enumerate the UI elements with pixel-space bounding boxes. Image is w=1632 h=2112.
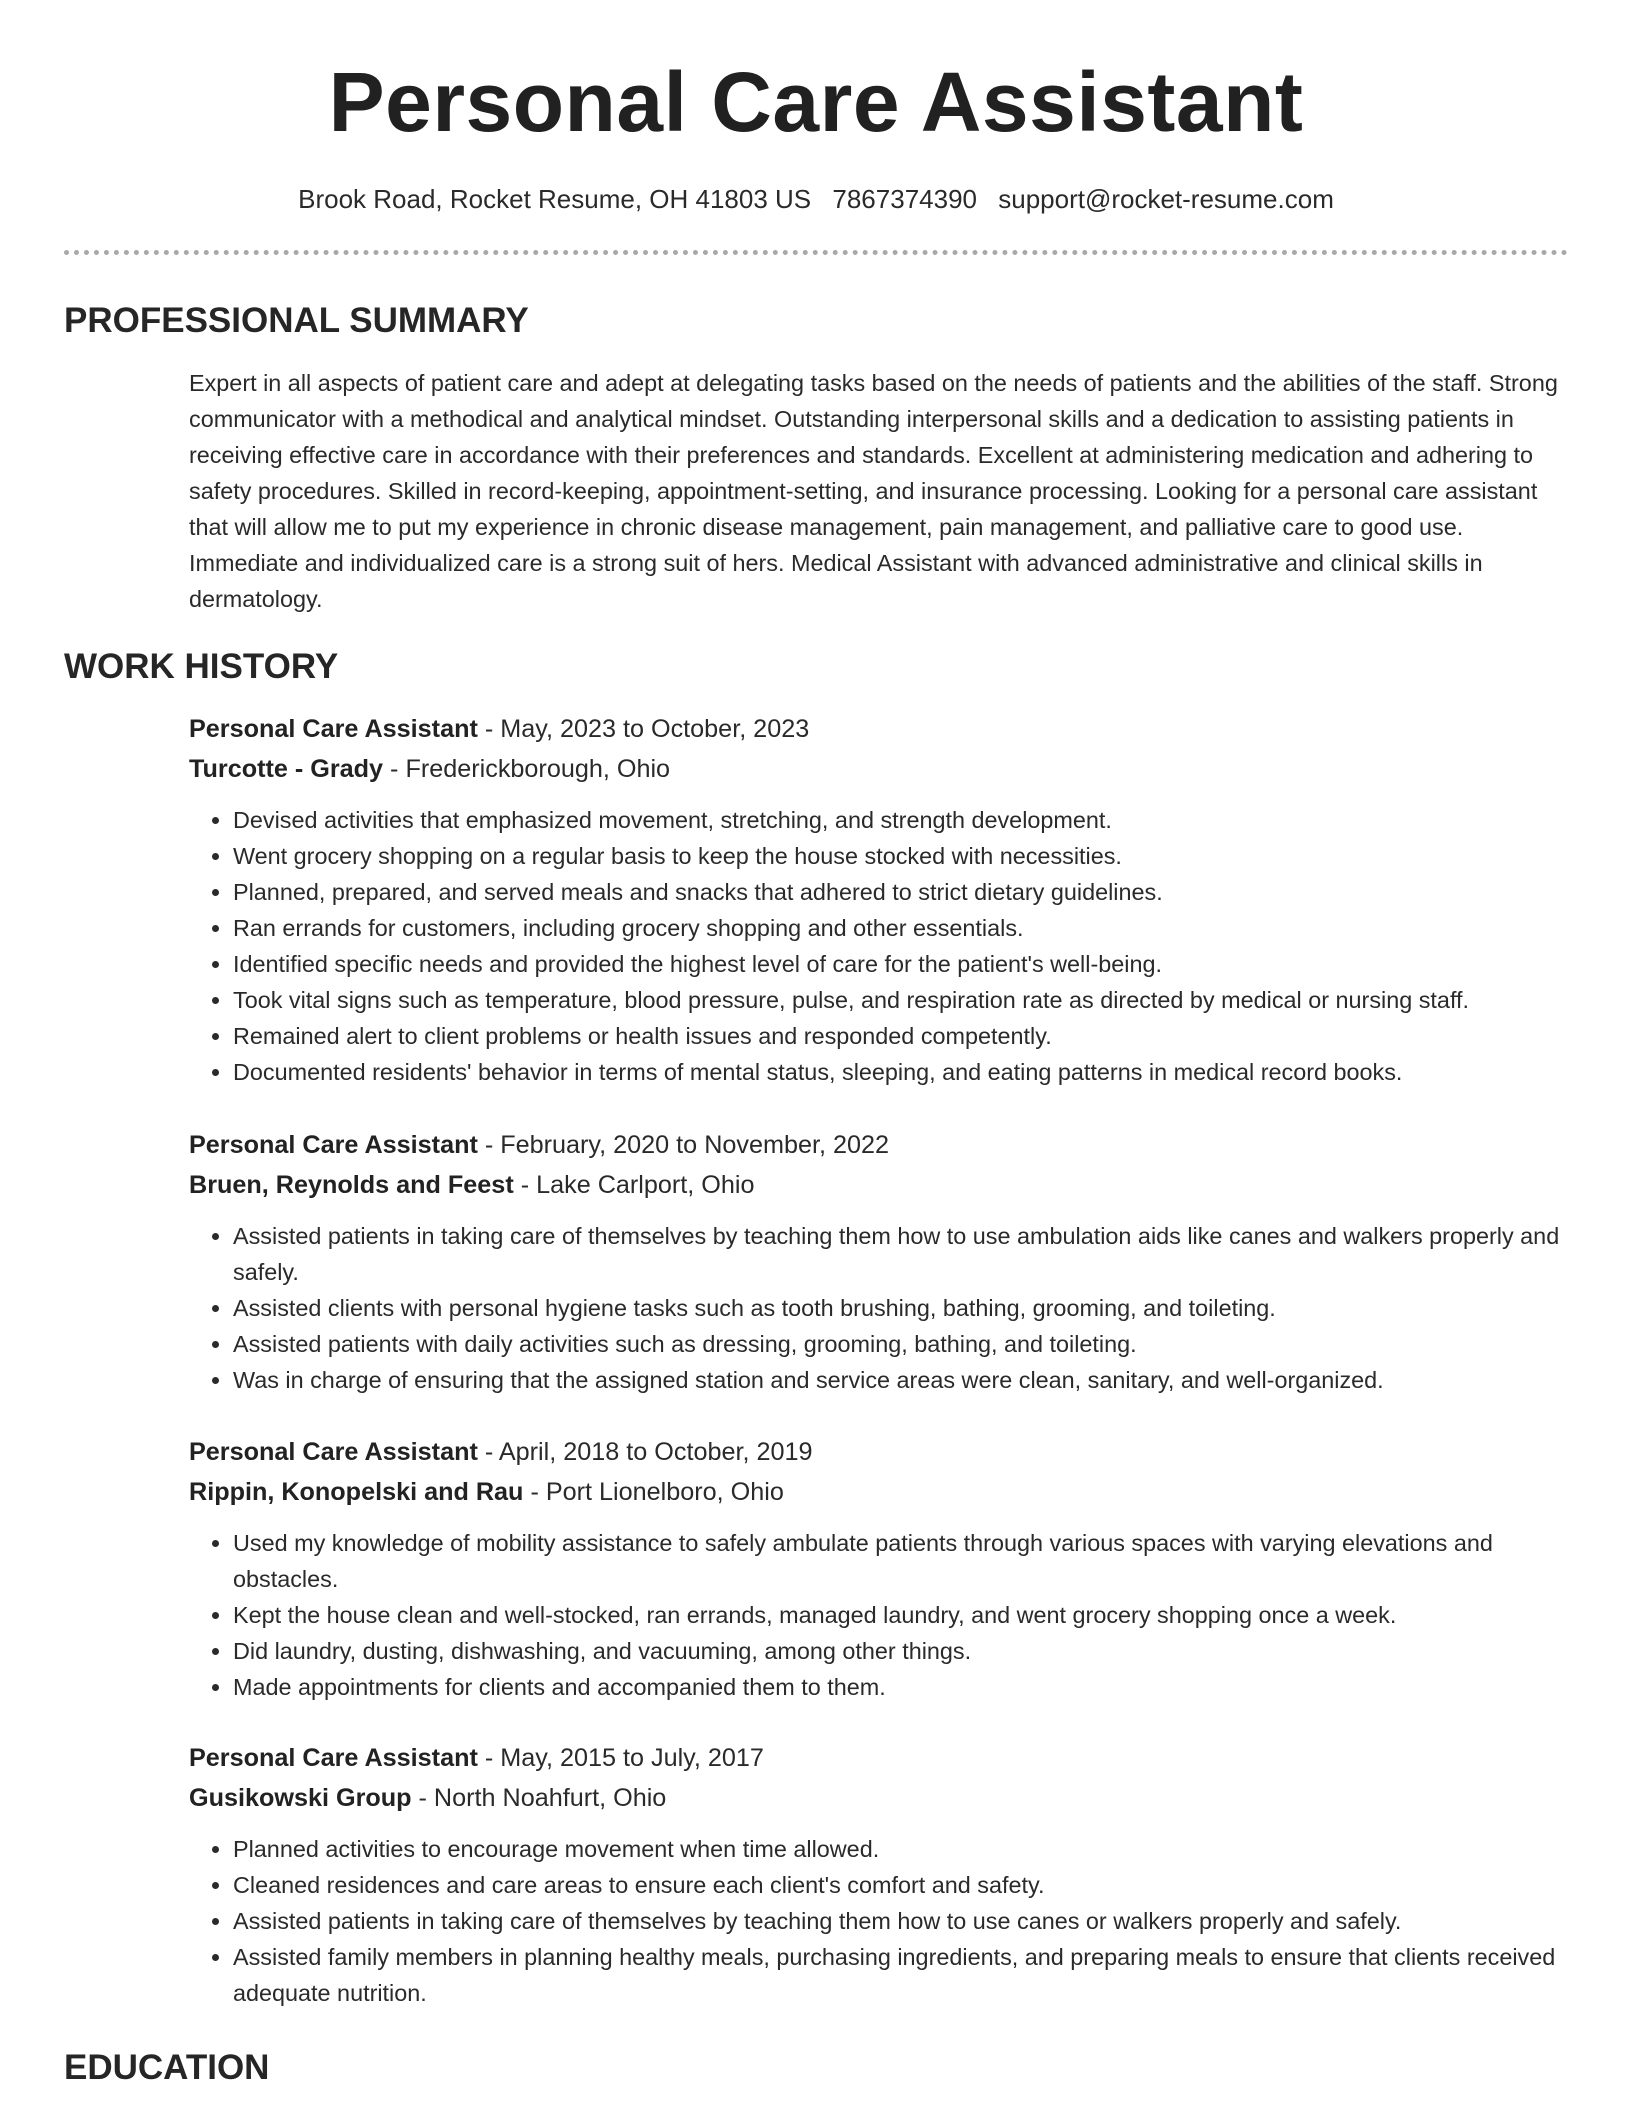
job-bullets [189,802,1589,1090]
job-bullet: • Planned activities to encourage movement when time allowed. [233,1831,1589,1867]
job-company-line [189,1475,1589,1515]
job-bullets [189,1831,1589,2011]
summary-text: Expert in all aspects of patient care and adept at delegating tasks based on the needs of patients and the abilities of the staff. Strong communicator with a methodical and analytical mindset. Outstanding interpersonal skills and a dedication to assisting patients in receiving effective care in accordance with their preferences and standards. Excellent at administering medication and adhering to safety procedures. Skilled in record-keeping, appointment-setting, and insurance processing. Looking for a personal care assistant that will allow me to put my experience in chronic disease management, pain management, and palliative care to good use. Immediate and individualized care is a strong suit of hers. Medical Assistant with advanced administrative and clinical skills in dermatology. [189,370,1558,612]
job-bullet: • Assisted patients in taking care of themselves by teaching them how to use ambulation aids like canes and walkers properly and safely. [233,1218,1589,1290]
education-heading: EDUCATION [64,2048,270,2087]
job-entry [189,1741,1589,2011]
job-bullet: • Planned, prepared, and served meals and snacks that adhered to strict dietary guidelines. [233,874,1589,910]
contact-phone[interactable]: 7867374390 [832,184,977,214]
job-location: - Port Lionelboro, Ohio [523,1478,784,1506]
job-location: - Lake Carlport, Ohio [513,1171,755,1199]
job-bullet: • Did laundry, dusting, dishwashing, and vacuuming, among other things. [233,1633,1589,1669]
job-bullets [189,1218,1589,1398]
job-bullet: • Kept the house clean and well-stocked, ran errands, managed laundry, and went grocery shopping once a week. [233,1597,1589,1633]
job-title-line [189,1435,1589,1475]
job-bullets [189,1525,1589,1705]
job-entry [189,712,1589,1090]
contact-email[interactable]: support@rocket-resume.com [998,184,1334,214]
job-company: Turcotte - Grady [189,755,384,783]
job-company-line [189,1168,1589,1208]
job-company: Bruen, Reynolds and Feest [189,1171,514,1199]
job-bullet: • Took vital signs such as temperature, blood pressure, pulse, and respiration rate as directed by medical or nursing staff. [233,982,1589,1018]
job-dates: - February, 2020 to November, 2022 [477,1131,890,1159]
job-title-line [189,1741,1589,1781]
job-bullet: • Remained alert to client problems or health issues and responded competently. [233,1018,1589,1054]
job-role: Personal Care Assistant [189,715,478,743]
job-bullet: • Assisted clients with personal hygiene tasks such as tooth brushing, bathing, grooming, and toileting. [233,1290,1589,1326]
work-history-heading: WORK HISTORY [64,647,339,686]
job-bullet: • Went grocery shopping on a regular basis to keep the house stocked with necessities. [233,838,1589,874]
job-entry [189,1435,1589,1705]
job-company-line [189,752,1589,792]
contact-line [0,181,1632,217]
job-role: Personal Care Assistant [189,1744,478,1772]
job-bullet: • Was in charge of ensuring that the assigned station and service areas were clean, sanitary, and well-organized. [233,1362,1589,1398]
job-bullet: • Devised activities that emphasized movement, stretching, and strength development. [233,802,1589,838]
job-dates: - April, 2018 to October, 2019 [477,1438,813,1466]
candidate-name: Personal Care Assistant [328,55,1304,149]
job-company: Rippin, Konopelski and Rau [189,1478,524,1506]
job-bullet: • Ran errands for customers, including grocery shopping and other essentials. [233,910,1589,946]
job-bullet: • Assisted patients in taking care of themselves by teaching them how to use canes or walkers properly and safely. [233,1903,1589,1939]
job-role: Personal Care Assistant [189,1131,478,1159]
job-dates: - May, 2015 to July, 2017 [477,1744,764,1772]
job-title-line [189,1128,1589,1168]
job-company-line [189,1781,1589,1821]
job-bullet: • Documented residents' behavior in terms of mental status, sleeping, and eating patterns in medical record books. [233,1054,1589,1090]
job-location: - Frederickborough, Ohio [383,755,671,783]
job-entry [189,1128,1589,1398]
job-role: Personal Care Assistant [189,1438,478,1466]
job-bullet: • Used my knowledge of mobility assistance to safely ambulate patients through various spaces with varying elevations and obstacles. [233,1525,1589,1597]
job-company: Gusikowski Group [189,1784,412,1812]
job-location: - North Noahfurt, Ohio [411,1784,667,1812]
contact-address: Brook Road, Rocket Resume, OH 41803 US [298,184,812,214]
job-bullet: • Cleaned residences and care areas to ensure each client's comfort and safety. [233,1867,1589,1903]
job-bullet: • Made appointments for clients and accompanied them to them. [233,1669,1589,1705]
job-dates: - May, 2023 to October, 2023 [477,715,810,743]
job-bullet: • Assisted patients with daily activities such as dressing, grooming, bathing, and toileting. [233,1326,1589,1362]
job-title-line [189,712,1589,752]
job-bullet: • Identified specific needs and provided the highest level of care for the patient's well-being. [233,946,1589,982]
summary-heading: PROFESSIONAL SUMMARY [64,301,529,340]
job-bullet: • Assisted family members in planning healthy meals, purchasing ingredients, and preparing meals to ensure that clients received adequate nutrition. [233,1939,1589,2011]
header-divider [64,250,1568,255]
